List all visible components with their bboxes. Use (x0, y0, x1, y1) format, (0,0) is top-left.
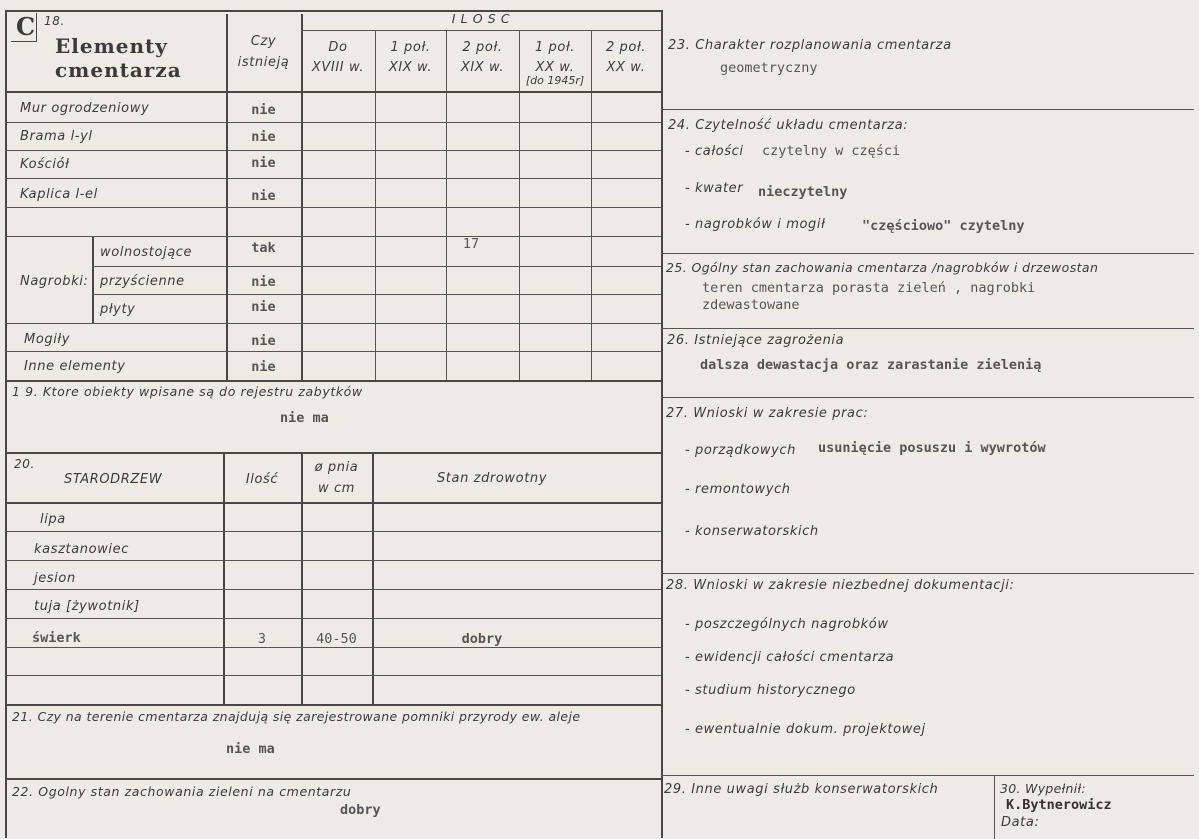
row-line (5, 178, 661, 179)
section-line (661, 328, 1194, 329)
s24-kwater-label: - kwater (685, 181, 744, 196)
row-line (5, 560, 661, 561)
row-label-kosciol: Kościół (20, 157, 70, 172)
s20-number: 20. (14, 457, 35, 471)
s26-value: dalsza dewastacja oraz zarastanie zielenią (700, 357, 1042, 373)
s23-value: geometryczny (720, 60, 818, 76)
s24-nagrobki-value: "częściowo" czytelny (862, 218, 1025, 234)
tree-stan-swierk: dobry (461, 631, 503, 647)
s27-remontowych-label: - remontowych (685, 482, 791, 497)
col-header: XIX w. (460, 60, 505, 75)
row-line (5, 150, 661, 151)
section-line (661, 775, 1194, 776)
section-title-line2: cmentarza (55, 58, 182, 82)
row-label-plyty: płyty (100, 302, 136, 317)
ilosc-underline (301, 30, 661, 31)
row-value-brama: nie (251, 129, 276, 145)
row-label-przyscienne: przyścienne (100, 274, 185, 289)
section-title-line1: Elementy (55, 34, 168, 58)
s23-label: 23. Charakter rozplanowania cmentarza (668, 38, 952, 53)
s29-label: 29. Inne uwagi służb konserwatorskich (664, 782, 939, 797)
s28-item: - ewidencji całości cmentarza (685, 650, 895, 665)
tree-label-swierk: świerk (32, 630, 81, 646)
s28-item: - studium historycznego (685, 683, 856, 698)
row-line (5, 589, 661, 590)
s26-label: 26. Istniejące zagrożenia (667, 333, 845, 348)
s27-porzadkowych-value: usunięcie posuszu i wywrotów (818, 440, 1046, 456)
tree-label: kasztanowiec (34, 542, 129, 557)
s30-date-label: Data: (1001, 815, 1040, 830)
col-header: 1 poł. (390, 40, 431, 55)
row-line (5, 675, 661, 676)
col-header: XVIII w. (311, 60, 365, 75)
row-value-kosciol: nie (251, 155, 276, 171)
row-line (92, 266, 661, 267)
col-header: 1 poł. (534, 40, 576, 55)
s28-item: - poszczególnych nagrobków (685, 617, 889, 632)
tree-ilosc-swierk: 3 (257, 631, 267, 647)
row-line (5, 618, 661, 619)
section-letter: C (16, 12, 36, 41)
row-line (5, 122, 661, 123)
section-number: 18. (44, 14, 65, 28)
row-line (92, 294, 661, 295)
row-line (5, 91, 661, 93)
row-label-wolnostojace: wolnostojące (100, 245, 193, 260)
nagrobki-label: Nagrobki: (20, 274, 89, 289)
header-istnieja: istnieją (237, 55, 290, 70)
s19-label: 1 9. Ktore obiekty wpisane są do rejestru zabytków (12, 384, 363, 399)
row-count-wolnostojace: 17 (462, 236, 480, 252)
col-line (446, 30, 447, 380)
row-line (5, 531, 661, 532)
border-left (5, 10, 7, 838)
col-line (375, 30, 376, 380)
s27-konserwatorskich-label: - konserwatorskich (685, 524, 819, 539)
col-header: 2 poł. (605, 40, 647, 55)
s24-nagrobki-label: - nagrobków i mogił (685, 217, 826, 232)
s20-header-pien1: ø pnia (314, 460, 359, 475)
nagrobki-divider (92, 236, 94, 323)
s27-label: 27. Wnioski w zakresie prac: (666, 406, 869, 421)
row-label-inne: Inne elementy (24, 359, 126, 374)
section-line (5, 452, 661, 454)
section-line (5, 380, 661, 382)
s24-label: 24. Czytelność układu cmentarza: (668, 118, 909, 133)
col-line (994, 775, 995, 839)
s25-line2: zdewastowane (702, 297, 800, 313)
header-ilosc: I L O S C (451, 11, 511, 26)
row-value-plyty: nie (251, 299, 276, 315)
s24-kwater-value: nieczytelny (758, 184, 848, 200)
s20-header-pien2: w cm (318, 481, 355, 496)
s25-label: 25. Ogólny stan zachowania cmentarza /nagrobków i drzewostan (666, 260, 1099, 275)
s21-value: nie ma (226, 741, 275, 757)
s20-header-stan: Stan zdrowotny (436, 471, 548, 486)
col-line (591, 30, 592, 380)
s24-calosc-label: - całości (685, 144, 744, 159)
row-value-mogily: nie (251, 333, 276, 349)
col-header: [do 1945r] (525, 74, 585, 87)
s28-label: 28. Wnioski w zakresie niezbednej dokumentacji: (666, 578, 1015, 593)
s19-value: nie ma (280, 410, 329, 426)
section-line (661, 573, 1194, 574)
s22-value: dobry (340, 802, 381, 818)
tree-label: jesion (34, 571, 76, 586)
col-header: Do (328, 40, 348, 55)
s20-header-starodrzew: STARODRZEW (64, 472, 163, 487)
s30-name: K.Bytnerowicz (1006, 797, 1112, 813)
row-value-mur: nie (251, 102, 276, 118)
section-line (5, 704, 661, 706)
row-line (5, 647, 661, 648)
s25-line1: teren cmentarza porasta zieleń , nagrobki (702, 280, 1036, 296)
s24-calosc-value: czytelny w części (762, 143, 901, 159)
center-divider (661, 10, 663, 838)
s30-label: 30. Wypełnił: (1000, 781, 1086, 796)
row-line (5, 502, 661, 504)
row-value-kaplica: nie (251, 188, 276, 204)
col-line (223, 452, 225, 705)
row-value-inne: nie (251, 359, 276, 375)
row-value-wolnostojace: tak (251, 240, 276, 256)
s22-label: 22. Ogolny stan zachowania zieleni na cmentarzu (12, 784, 352, 799)
col-header: XX w. (606, 60, 646, 75)
section-line (5, 778, 661, 780)
row-value-przyscienne: nie (251, 274, 276, 290)
row-line (5, 323, 661, 324)
col-header: XX w. (535, 60, 575, 75)
tree-pien-swierk: 40-50 (316, 631, 357, 647)
section-line (661, 397, 1194, 398)
row-label-kaplica: Kaplica l-el (20, 187, 98, 202)
s27-porzadkowych-label: - porządkowych (685, 443, 797, 458)
row-line (5, 207, 661, 208)
row-label-mogily: Mogiły (24, 332, 71, 347)
row-label-mur: Mur ogrodzeniowy (20, 101, 150, 116)
row-line (5, 236, 661, 237)
section-line (661, 109, 1194, 110)
tree-label: tuja [żywotnik] (34, 599, 140, 614)
s28-item: - ewentualnie dokum. projektowej (685, 722, 926, 737)
col-line (372, 452, 374, 705)
row-label-brama: Brama l-yl (20, 129, 93, 144)
row-line (5, 351, 661, 352)
s20-header-ilosc: Ilość (245, 472, 279, 487)
s21-label: 21. Czy na terenie cmentarza znajdują się zarejestrowane pomniki przyrody ew. aleje (12, 709, 581, 724)
header-czy: Czy (250, 34, 277, 49)
section-line (661, 253, 1194, 254)
tree-label: lipa (40, 512, 66, 527)
col-header: XIX w. (388, 60, 433, 75)
col-header: 2 poł. (462, 40, 503, 55)
